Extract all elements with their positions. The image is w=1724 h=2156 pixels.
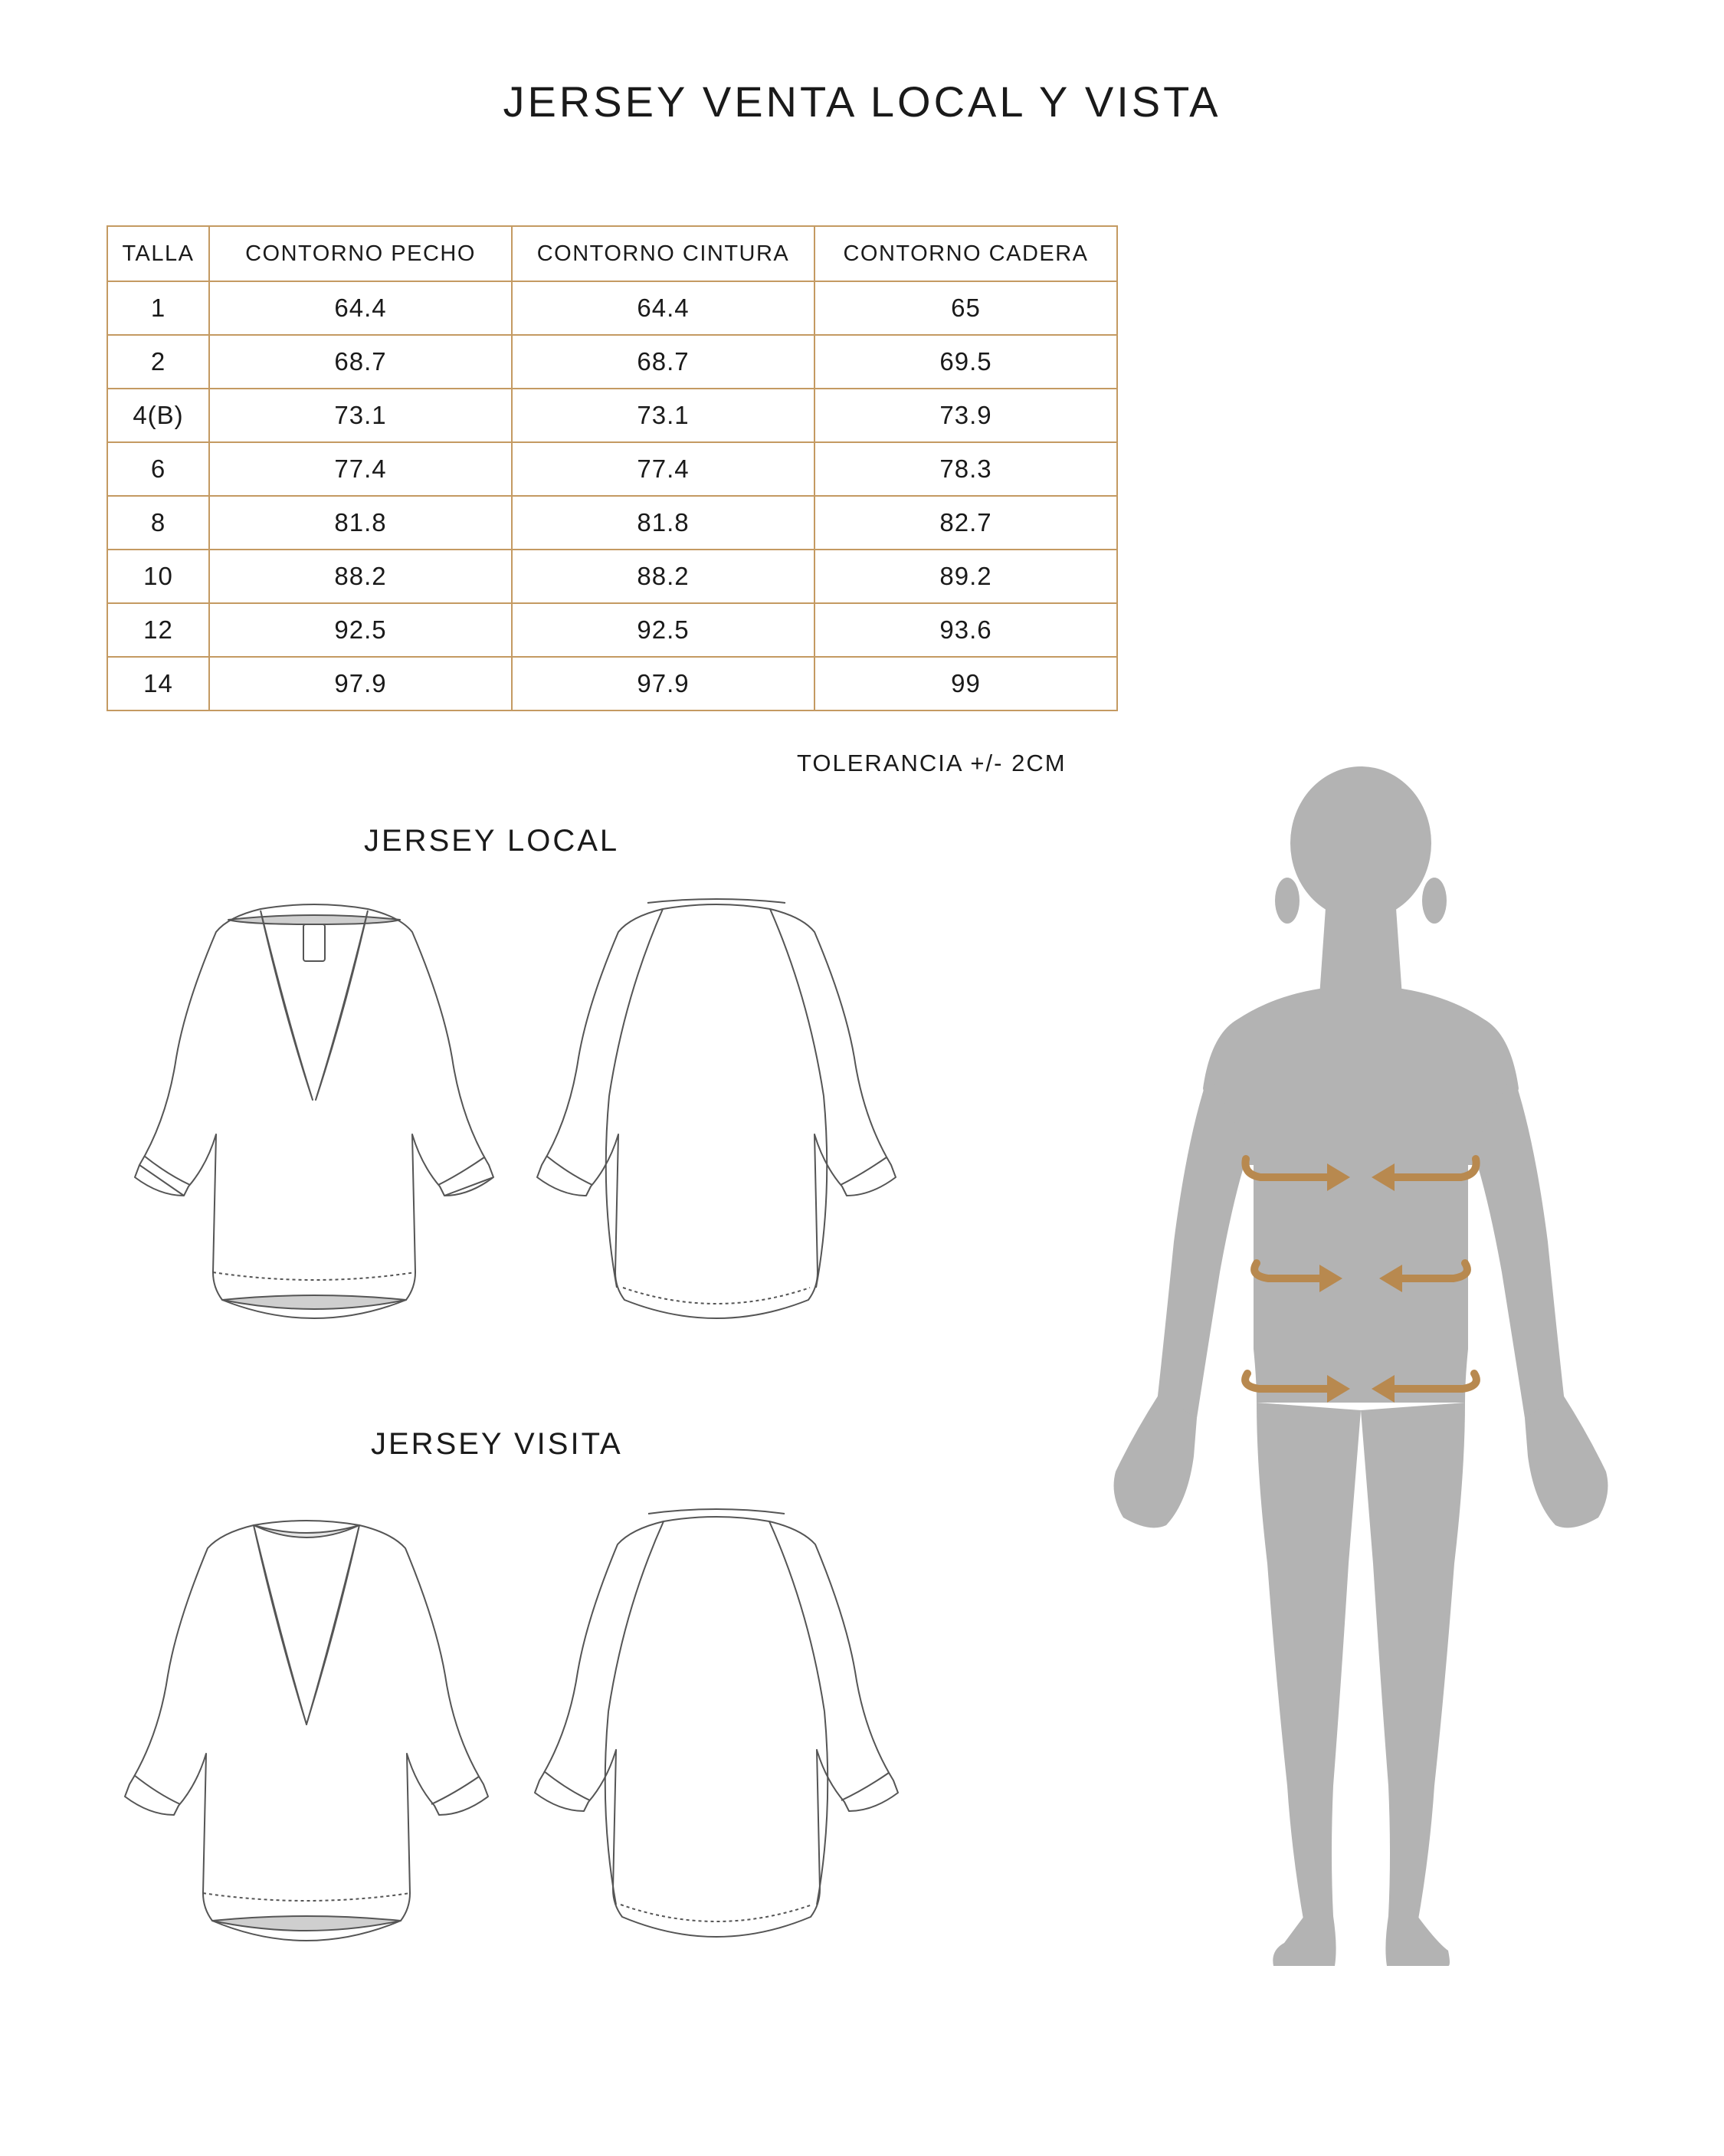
table-row [107, 389, 1117, 442]
cell-cadera: 78.3 [814, 442, 1117, 496]
cell-talla: 10 [107, 550, 209, 603]
cell-cintura: 97.9 [512, 657, 814, 710]
cell-pecho: 81.8 [209, 496, 512, 550]
jersey-visita-front-icon [119, 1502, 494, 1947]
cell-pecho: 92.5 [209, 603, 512, 657]
page-title: JERSEY VENTA LOCAL Y VISTA [503, 77, 1221, 126]
cell-pecho: 97.9 [209, 657, 512, 710]
jersey-local-front-icon [130, 889, 498, 1326]
cell-cadera: 82.7 [814, 496, 1117, 550]
child-silhouette-icon [1103, 766, 1617, 1977]
cell-talla: 12 [107, 603, 209, 657]
cell-cintura: 81.8 [512, 496, 814, 550]
tolerance-note: TOLERANCIA +/- 2CM [797, 750, 1067, 776]
cell-cintura: 77.4 [512, 442, 814, 496]
table-row [107, 496, 1117, 550]
section-title-local: JERSEY LOCAL [364, 824, 620, 858]
cell-cadera: 69.5 [814, 335, 1117, 389]
cell-cintura: 88.2 [512, 550, 814, 603]
jersey-visita-back-icon [529, 1498, 904, 1943]
table-header-row [107, 226, 1117, 281]
header-cadera: CONTORNO CADERA [814, 226, 1117, 281]
jersey-local-back-icon [533, 889, 900, 1326]
cell-talla: 1 [107, 281, 209, 335]
cell-cadera: 65 [814, 281, 1117, 335]
cell-cadera: 73.9 [814, 389, 1117, 442]
table-row [107, 281, 1117, 335]
cell-pecho: 68.7 [209, 335, 512, 389]
cell-pecho: 64.4 [209, 281, 512, 335]
table-row [107, 657, 1117, 710]
cell-cadera: 99 [814, 657, 1117, 710]
cell-cintura: 92.5 [512, 603, 814, 657]
cell-talla: 2 [107, 335, 209, 389]
cell-cintura: 64.4 [512, 281, 814, 335]
cell-pecho: 73.1 [209, 389, 512, 442]
header-talla: TALLA [107, 226, 209, 281]
section-title-visita: JERSEY VISITA [371, 1427, 623, 1461]
cell-cadera: 93.6 [814, 603, 1117, 657]
cell-cintura: 73.1 [512, 389, 814, 442]
table-row [107, 550, 1117, 603]
cell-talla: 6 [107, 442, 209, 496]
header-cintura: CONTORNO CINTURA [512, 226, 814, 281]
header-pecho: CONTORNO PECHO [209, 226, 512, 281]
size-table [107, 225, 1118, 711]
cell-cintura: 68.7 [512, 335, 814, 389]
cell-talla: 4(B) [107, 389, 209, 442]
table-row [107, 442, 1117, 496]
cell-cadera: 89.2 [814, 550, 1117, 603]
table-row [107, 335, 1117, 389]
cell-talla: 8 [107, 496, 209, 550]
cell-pecho: 77.4 [209, 442, 512, 496]
cell-pecho: 88.2 [209, 550, 512, 603]
cell-talla: 14 [107, 657, 209, 710]
table-row [107, 603, 1117, 657]
